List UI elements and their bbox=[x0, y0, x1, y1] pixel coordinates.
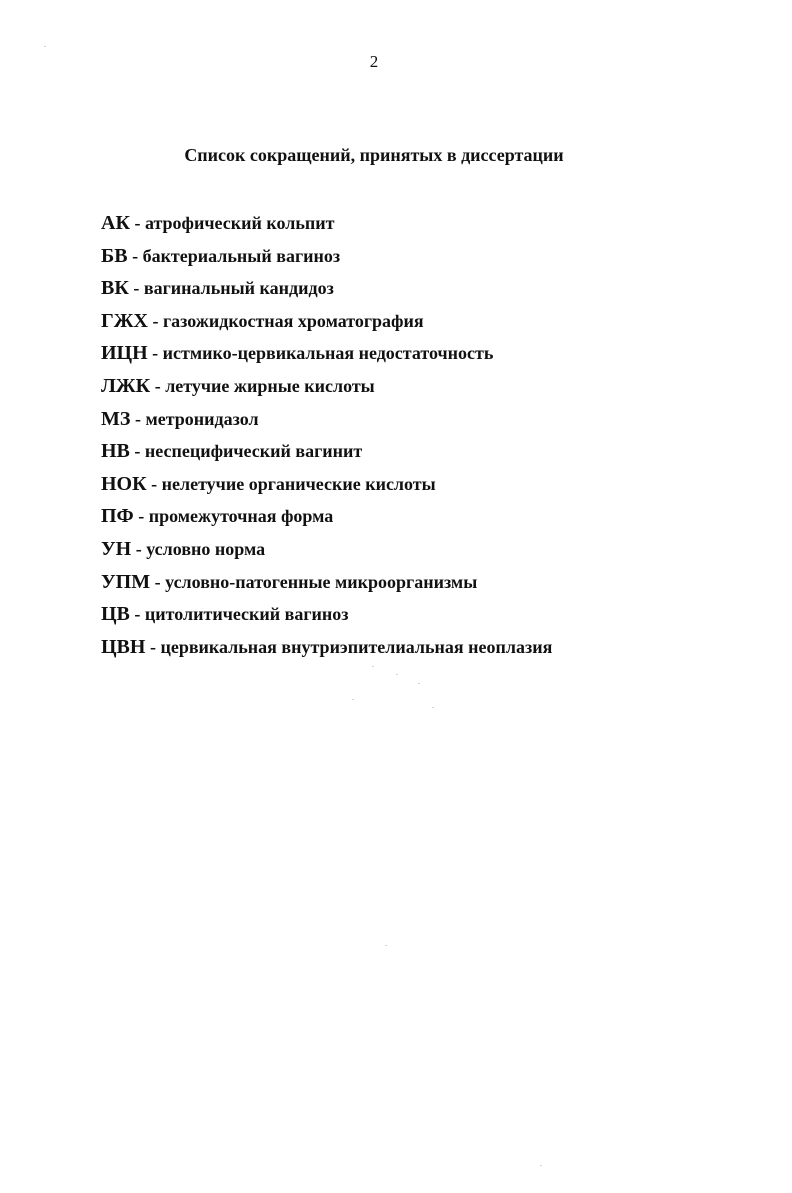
abbreviation-item bbox=[101, 631, 552, 664]
abbreviation-term: ГЖХ bbox=[101, 309, 148, 332]
page-number: 2 bbox=[369, 52, 379, 71]
page-title: Список сокращений, принятых в диссертации bbox=[184, 145, 564, 165]
scan-speck bbox=[432, 707, 434, 708]
abbreviation-definition: газожидкостная хроматография bbox=[162, 310, 424, 331]
abbreviation-term: АК bbox=[101, 212, 130, 234]
abbreviation-item bbox=[101, 566, 552, 599]
abbreviation-item bbox=[101, 305, 552, 338]
abbreviation-term: ИЦН bbox=[101, 342, 148, 365]
abbreviation-definition: атрофический кольпит bbox=[144, 213, 335, 233]
abbreviation-definition: нелетучие органические кислоты bbox=[161, 473, 436, 494]
abbreviation-term: ЦВН bbox=[101, 635, 146, 658]
abbreviation-term: ЛЖК bbox=[101, 374, 151, 397]
scan-speck bbox=[418, 683, 420, 684]
scan-speck bbox=[396, 674, 398, 675]
scan-speck bbox=[44, 46, 46, 47]
abbreviation-definition: неспецифический вагинит bbox=[144, 441, 363, 462]
abbreviation-item bbox=[101, 435, 552, 468]
abbreviation-definition: бактериальный вагиноз bbox=[142, 245, 341, 266]
abbreviation-separator: - bbox=[150, 375, 166, 396]
abbreviation-term: УПМ bbox=[101, 570, 151, 593]
abbreviation-separator: - bbox=[129, 441, 145, 462]
scan-speck bbox=[372, 666, 374, 667]
abbreviation-separator: - bbox=[150, 571, 166, 592]
abbreviation-definition: условно норма bbox=[146, 538, 266, 559]
abbreviation-item bbox=[101, 500, 552, 533]
abbreviation-item bbox=[101, 240, 552, 273]
abbreviation-separator: - bbox=[127, 245, 143, 266]
abbreviation-term: БВ bbox=[101, 244, 128, 267]
abbreviation-term: МЗ bbox=[101, 407, 131, 430]
abbreviation-definition: условно-патогенные микроорганизмы bbox=[165, 571, 478, 592]
abbreviation-item bbox=[101, 533, 552, 566]
abbreviation-item bbox=[101, 207, 552, 240]
abbreviation-item bbox=[101, 468, 552, 501]
abbreviation-separator: - bbox=[147, 343, 163, 364]
scan-speck bbox=[385, 945, 387, 946]
abbreviation-term: ЦВ bbox=[101, 603, 130, 626]
abbreviation-list bbox=[101, 207, 552, 663]
scan-speck bbox=[540, 1165, 542, 1166]
abbreviation-separator: - bbox=[130, 408, 146, 429]
abbreviation-item bbox=[101, 370, 552, 403]
abbreviation-separator: - bbox=[129, 213, 145, 233]
abbreviation-separator: - bbox=[146, 473, 162, 494]
abbreviation-definition: цитолитический вагиноз bbox=[144, 604, 349, 625]
abbreviation-separator: - bbox=[147, 310, 163, 331]
abbreviation-separator: - bbox=[131, 538, 147, 559]
scan-speck bbox=[352, 699, 354, 700]
abbreviation-definition: вагинальный кандидоз bbox=[143, 278, 334, 299]
abbreviation-term: ВК bbox=[101, 277, 129, 300]
abbreviation-separator: - bbox=[129, 604, 145, 625]
abbreviation-definition: метронидазол bbox=[145, 408, 259, 429]
abbreviation-term: УН bbox=[101, 537, 132, 560]
abbreviation-item bbox=[101, 337, 552, 370]
abbreviation-item bbox=[101, 403, 552, 436]
abbreviation-term: НВ bbox=[101, 440, 130, 463]
abbreviation-definition: промежуточная форма bbox=[148, 506, 334, 527]
abbreviation-term: ПФ bbox=[101, 505, 134, 528]
abbreviation-separator: - bbox=[145, 636, 161, 657]
abbreviation-item bbox=[101, 598, 552, 631]
abbreviation-separator: - bbox=[133, 506, 149, 527]
abbreviation-definition: цервикальная внутриэпителиальная неоплазия bbox=[160, 636, 553, 657]
abbreviation-separator: - bbox=[128, 278, 144, 299]
abbreviation-item bbox=[101, 272, 552, 305]
abbreviation-definition: истмико-цервикальная недостаточность bbox=[162, 343, 494, 364]
abbreviation-term: НОК bbox=[101, 472, 147, 495]
abbreviation-definition: летучие жирные кислоты bbox=[165, 375, 375, 396]
